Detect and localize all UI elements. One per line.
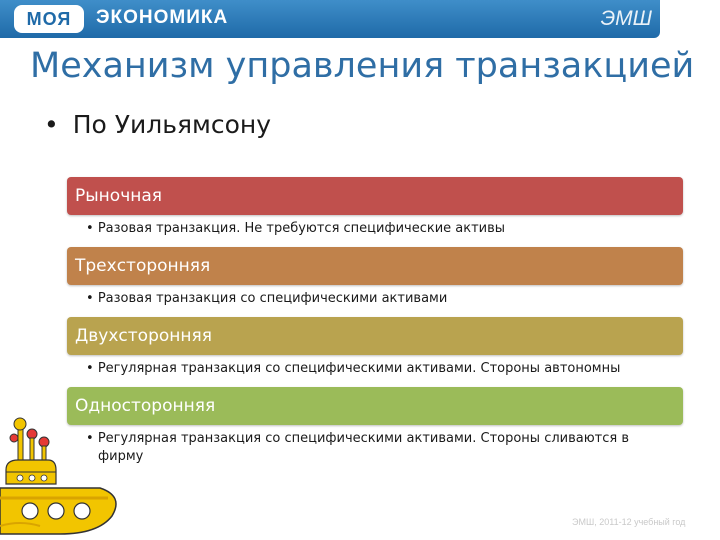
item-label: Односторонняя bbox=[75, 396, 216, 416]
item-description-text: Регулярная транзакция со специфическими активами. Стороны автономны bbox=[97, 361, 621, 376]
footer-text: ЭМШ, 2011-12 учебный год bbox=[572, 517, 686, 527]
bullet-icon: • bbox=[44, 110, 59, 139]
item-label: Трехсторонняя bbox=[75, 256, 211, 276]
item-header-unilateral bbox=[67, 387, 683, 425]
bullet-icon: • bbox=[86, 431, 98, 446]
bullet-icon: • bbox=[86, 361, 98, 376]
item-description-bilateral bbox=[86, 360, 678, 378]
bullet-icon: • bbox=[86, 291, 98, 306]
item-label: Двухсторонняя bbox=[75, 326, 212, 346]
item-header-trilateral bbox=[67, 247, 683, 285]
item-description-unilateral bbox=[86, 430, 678, 466]
item-description-text: Разовая транзакция со специфическими активами bbox=[97, 291, 448, 306]
subtitle bbox=[44, 110, 271, 139]
bullet-icon: • bbox=[86, 221, 98, 236]
item-description-text: Регулярная транзакция со специфическими активами. Стороны сливаются в фирму bbox=[97, 431, 630, 464]
header-bar bbox=[0, 0, 660, 38]
item-description-trilateral bbox=[86, 290, 678, 308]
item-label: Рыночная bbox=[75, 186, 162, 206]
logo-emsh: ЭМШ bbox=[600, 7, 652, 30]
logo-economika: ЭКОНОМИКА bbox=[96, 7, 229, 28]
slide-title: Механизм управления транзакцией bbox=[30, 46, 695, 86]
subtitle-text: По Уильямсону bbox=[72, 110, 272, 139]
item-description-market bbox=[86, 220, 678, 238]
item-header-bilateral bbox=[67, 317, 683, 355]
yellow-submarine-icon bbox=[0, 408, 125, 540]
item-description-text: Разовая транзакция. Не требуются специфические активы bbox=[97, 221, 506, 236]
logo-moya: МОЯ bbox=[14, 5, 84, 33]
item-header-market bbox=[67, 177, 683, 215]
